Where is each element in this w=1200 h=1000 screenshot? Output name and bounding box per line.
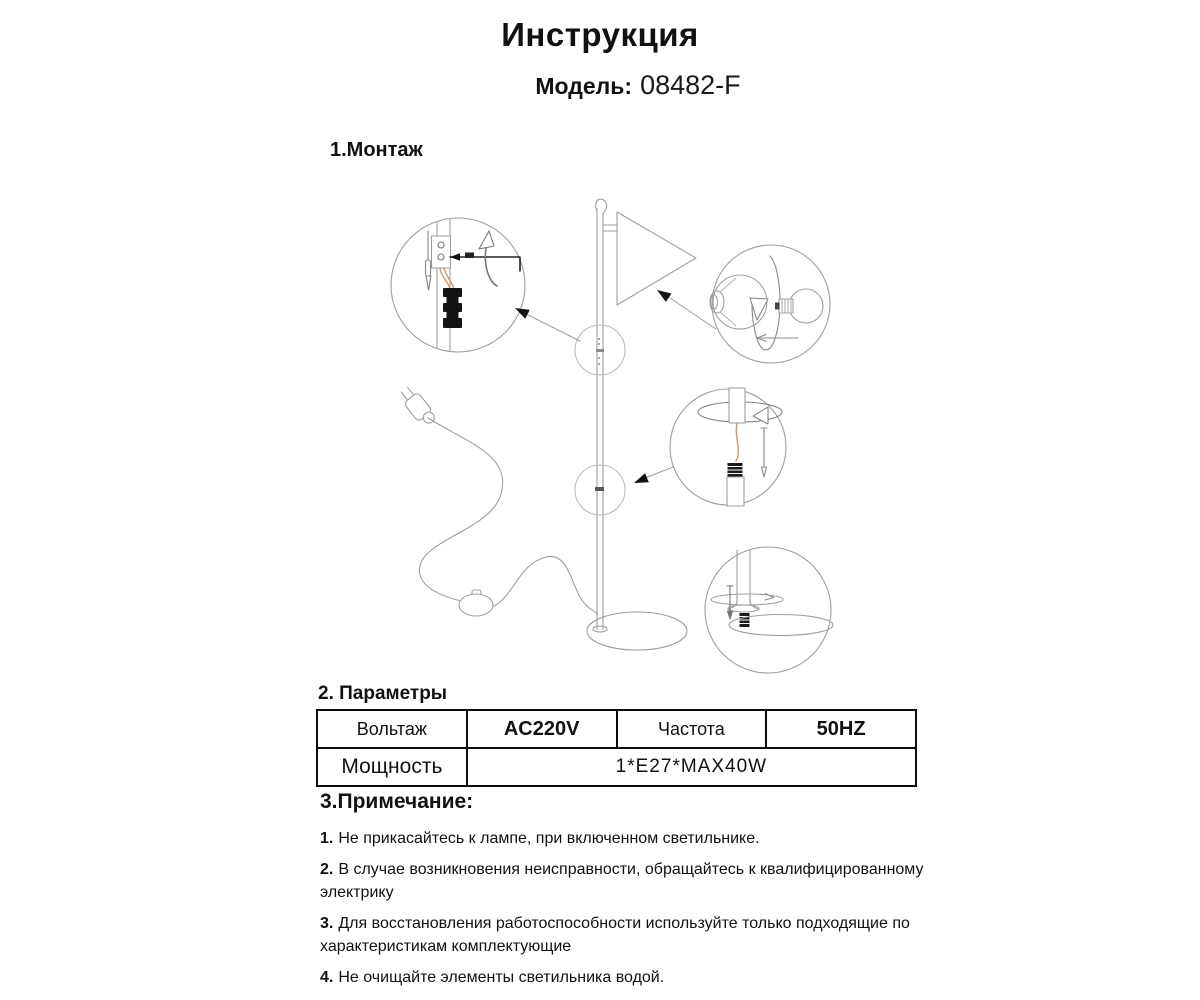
note-item: 4. Не очищайте элементы светильника водой.: [320, 969, 665, 986]
frequency-label: Частота: [617, 710, 767, 748]
section-heading-montage: 1.Монтаж: [330, 139, 423, 161]
power-label: Мощность: [317, 748, 467, 786]
params-table: [316, 709, 917, 787]
lamp-base: [587, 612, 687, 650]
page-title: Инструкция: [501, 16, 699, 53]
table-row: [317, 748, 916, 786]
voltage-value: AC220V: [467, 710, 617, 748]
power-cord: [419, 418, 502, 601]
note-item: 1. Не прикасайтесь к лампе, при включенном светильнике.: [320, 830, 760, 847]
section-heading-notes: 3.Примечание:: [320, 790, 474, 813]
setscrew-icon: [426, 231, 432, 290]
detail-circle-pole-joint: [670, 388, 786, 506]
threaded-connector: [443, 288, 462, 328]
detail-circle-bulb-install: [710, 245, 830, 363]
foot-switch: [459, 590, 493, 616]
power-value: 1*E27*MAX40W: [467, 748, 916, 786]
mount-plate: [711, 594, 783, 605]
assembly-diagram: [380, 195, 925, 687]
model-value: 08482-F: [640, 70, 741, 100]
model-label: Модель:: [535, 73, 633, 99]
note-item: 2. В случае возникновения неисправности, обращайтесь к квалифицированному электрику: [320, 861, 924, 901]
screw-pin: [727, 586, 733, 619]
detail-circle-cable-connection: [391, 218, 525, 352]
detail-circle-base-assembly: [705, 547, 833, 673]
notes-list: [320, 827, 942, 997]
wires: [440, 268, 454, 289]
lamp-shade: [617, 212, 696, 305]
section-heading-params: 2. Параметры: [318, 683, 448, 704]
frequency-value: 50HZ: [766, 710, 916, 748]
callout-arrows: [515, 290, 716, 483]
voltage-label: Вольтаж: [317, 710, 467, 748]
model-line: [0, 70, 1200, 101]
table-row: [317, 710, 916, 748]
power-plug: [397, 384, 437, 429]
wire: [736, 423, 738, 461]
note-item: 3. Для восстановления работоспособности используйте только подходящие по характеристикам комплектующие: [320, 915, 910, 955]
light-bulb-icon: [775, 289, 823, 323]
screw-pin: [761, 428, 767, 477]
tiny-screw-label: [465, 253, 474, 259]
